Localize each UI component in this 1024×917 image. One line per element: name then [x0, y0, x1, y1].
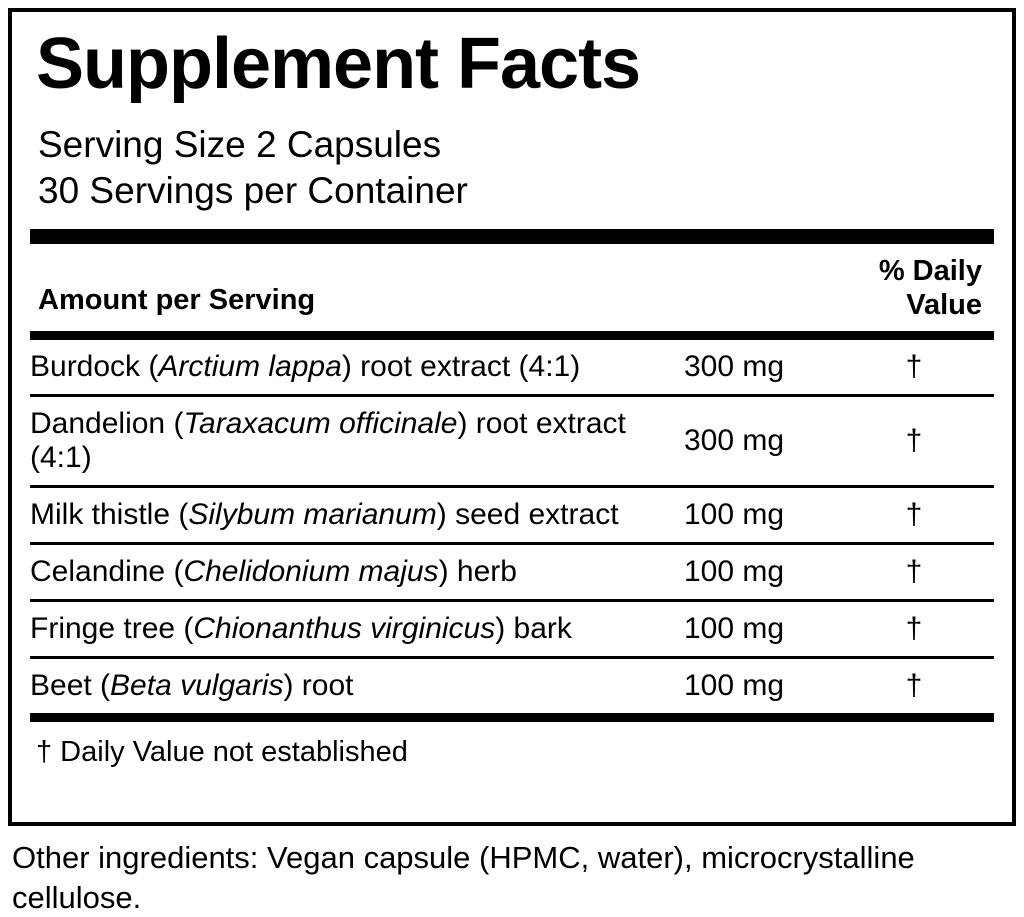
ingredient-name: [30, 487, 634, 544]
serving-size: Serving Size 2 Capsules: [38, 124, 442, 165]
ingredient-daily-value: †: [834, 544, 994, 601]
ingredient-latin-name: Chelidonium majus: [183, 555, 439, 589]
ingredient-daily-value: †: [834, 601, 994, 658]
ingredient-name-pre: Burdock (: [30, 350, 159, 384]
ingredient-latin-name: Arctium lappa: [158, 350, 342, 384]
table-row: [30, 601, 994, 658]
servings-per-container: 30 Servings per Container: [38, 170, 468, 212]
ingredient-latin-name: Taraxacum officinale: [183, 407, 458, 441]
ingredient-latin-name: Chionanthus virginicus: [193, 612, 496, 646]
ingredient-daily-value: †: [834, 396, 994, 487]
ingredient-amount: 100 mg: [634, 487, 834, 544]
ingredient-name-pre: Celandine (: [30, 555, 184, 589]
ingredient-amount: 100 mg: [634, 601, 834, 658]
ingredient-amount: 100 mg: [683, 669, 785, 703]
table-row: [30, 340, 994, 396]
ingredient-name-post: ) herb: [438, 555, 517, 589]
serving-info: [38, 122, 994, 215]
ingredient-amount: 300 mg: [634, 396, 834, 487]
daily-value-header-line2: Value: [906, 289, 982, 322]
ingredient-daily-value: †: [834, 487, 994, 544]
table-row: [30, 487, 994, 544]
ingredient-latin-name: Beta vulgaris: [110, 669, 284, 703]
daily-value-header: [802, 254, 992, 324]
ingredient-name: [30, 396, 634, 487]
supplement-facts-panel: [8, 8, 1016, 826]
ingredient-daily-value: †: [905, 669, 923, 703]
ingredient-name: [30, 340, 634, 396]
ingredient-name-post: ) root extract (4:1): [341, 350, 581, 384]
table-row: [30, 658, 994, 714]
ingredient-name: [30, 544, 634, 601]
daily-value-header-line1: % Daily: [878, 254, 982, 287]
other-ingredients: Other ingredients: Vegan capsule (HPMC, water), microcrystalline cellulose.: [12, 840, 915, 915]
ingredient-name: [30, 658, 634, 714]
ingredient-name: [30, 601, 634, 658]
amount-per-serving-header: Amount per Serving: [38, 284, 316, 317]
ingredient-name-post: ) root: [283, 669, 354, 703]
ingredients-table-body: [30, 340, 994, 713]
ingredient-name-pre: Fringe tree (: [30, 612, 194, 646]
ingredient-daily-value: †: [834, 340, 994, 396]
ingredient-name-post: ) seed extract: [436, 498, 619, 532]
ingredient-name-pre: Beet (: [30, 669, 111, 703]
ingredients-table: [30, 340, 994, 713]
ingredient-name-post: ) bark: [495, 612, 572, 646]
divider-medium-bottom: [30, 713, 994, 722]
daily-value-footnote: † Daily Value not established: [36, 736, 408, 769]
ingredient-amount: 300 mg: [634, 340, 834, 396]
ingredient-amount: 100 mg: [634, 544, 834, 601]
table-header-row: [30, 244, 994, 332]
ingredient-latin-name: Silybum marianum: [188, 498, 437, 532]
ingredient-name-pre: Dandelion (: [30, 407, 184, 441]
page-title: Supplement Facts: [36, 24, 641, 104]
ingredient-name-pre: Milk thistle (: [30, 498, 189, 532]
divider-thick-top: [30, 229, 994, 244]
table-row: [30, 544, 994, 601]
divider-medium: [30, 331, 994, 340]
table-row: [30, 396, 994, 487]
ingredient-name-post: ) root extract (4:1): [30, 407, 626, 475]
